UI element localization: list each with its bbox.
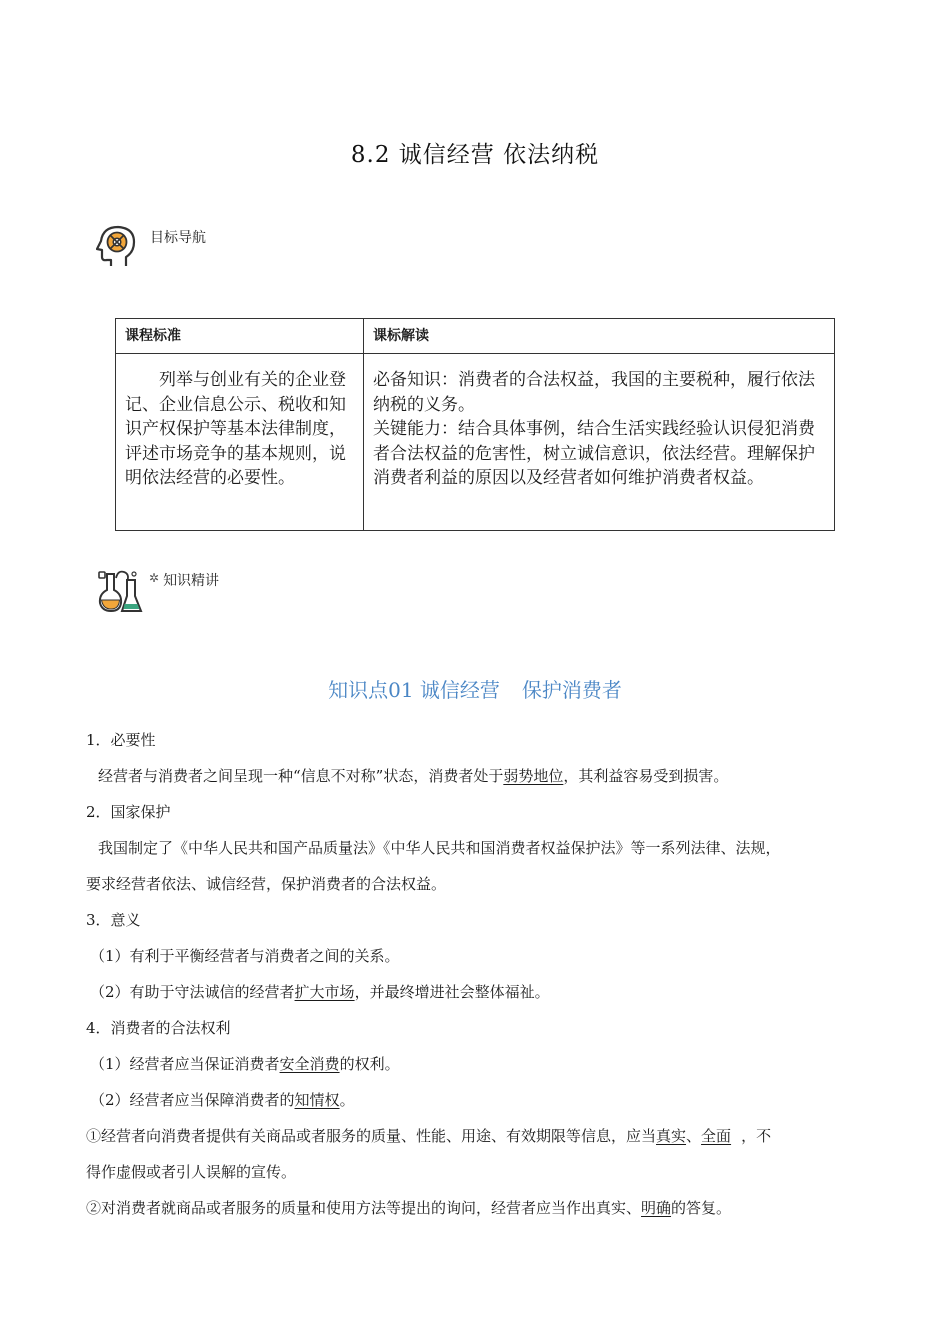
head-gear-icon [96,222,138,274]
section-heading-state-protection: 2．国家保护 [86,803,171,821]
table-row [116,354,835,531]
text-segment: 的权利。 [339,1055,400,1073]
consumer-rights-clause-2 [86,1190,876,1226]
significance-item-1: （1）有利于平衡经营者与消费者之间的关系。 [90,947,400,965]
text-segment: 。 [339,1091,355,1109]
consumer-rights-item-2 [86,1082,876,1118]
text-segment: ①经营者向消费者提供有关商品或者服务的质量、性能、用途、有效期限等信息，应当 [86,1127,657,1145]
text-segment: 、 [686,1127,702,1145]
state-protection-text-1: 我国制定了《中华人民共和国产品质量法》《中华人民共和国消费者权益保护法》等一系列法律、法规， [98,839,781,857]
flask-icon [97,566,147,618]
underlined-term: 真实 [656,1127,687,1145]
underlined-term: 安全消费 [279,1055,340,1073]
section-heading-significance: 3．意义 [86,911,141,929]
consumer-rights-clause-1 [86,1118,876,1154]
text-segment: ，其利益容易受到损害。 [563,767,729,785]
target-navigation-header [96,222,206,274]
underlined-term: 全面 [701,1127,732,1145]
header-interpretation: 课标解读 [364,319,835,354]
underlined-term: 弱势地位 [503,767,564,785]
knowledge-explanation-label: 知识精讲 [163,573,220,589]
underlined-term: 知情权 [294,1091,340,1109]
text-segment: （1）经营者应当保证消费者 [90,1055,280,1073]
interpretation-key-ability: 关键能力：结合具体事例，结合生活实践经验认识侵犯消费者合法权益的危害性，树立诚信意识，依法经营。理解保护消费者利益的原因以及经营者如何维护消费者权益。 [373,419,815,488]
knowledge-content [86,722,876,1226]
knowledge-explanation-header [97,566,219,618]
target-navigation-label: 目标导航 [150,230,206,246]
necessity-text [86,758,876,794]
significance-item-2 [86,974,876,1010]
knowledge-point-title [0,674,950,703]
section-heading-necessity: 1．必要性 [86,731,156,749]
page-title: 8.2 诚信经营 依法纳税 [350,142,600,168]
text-segment: （2）经营者应当保障消费者的 [90,1091,295,1109]
text-segment: ，并最终增进社会整体福祉。 [354,983,550,1001]
state-protection-text-2: 要求经营者依法、诚信经营，保护消费者的合法权益。 [86,875,447,893]
knowledge-point-suffix: 保护消费者 [521,678,622,702]
header-standard: 课程标准 [116,319,364,354]
consumer-rights-clause-1-cont: 得作虚假或者引人误解的宣传。 [86,1163,297,1181]
knowledge-point-prefix: 知识点01 诚信经营 [328,678,500,702]
section-heading-consumer-rights: 4．消费者的合法权利 [86,1019,231,1037]
underlined-term: 明确 [641,1199,672,1217]
table-header-row [116,319,835,354]
interpretation-essential-knowledge: 必备知识：消费者的合法权益，我国的主要税种，履行依法纳税的义务。 [373,370,815,415]
text-segment: 的答复。 [671,1199,732,1217]
text-segment: ，不 [741,1127,772,1145]
standard-cell: 列举与创业有关的企业登记、企业信息公示、税收和知识产权保护等基本法律制度，评述市场竞争的基本规则，说明依法经营的必要性。 [116,354,364,531]
text-segment: 经营者与消费者之间呈现一种“信息不对称”状态，消费者处于 [98,767,504,785]
consumer-rights-item-1 [86,1046,876,1082]
underlined-term: 扩大市场 [294,983,355,1001]
sparkle-icon: ✲ [149,571,160,585]
curriculum-standards-table [115,318,835,531]
text-segment: ②对消费者就商品或者服务的质量和使用方法等提出的询问，经营者应当作出真实、 [86,1199,642,1217]
text-segment: （2）有助于守法诚信的经营者 [90,983,295,1001]
interpretation-cell [364,354,835,531]
